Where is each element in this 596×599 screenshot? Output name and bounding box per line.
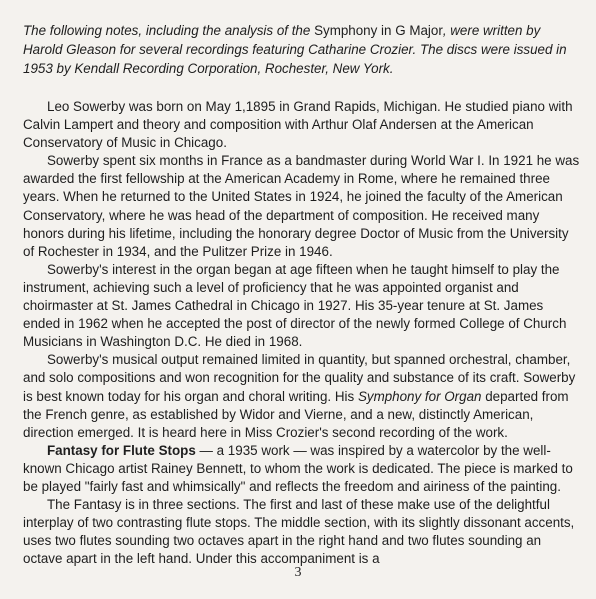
paragraph-fantasy — [23, 442, 583, 496]
symphony-for-organ-title: Symphony for Organ — [357, 388, 482, 404]
paragraph-organ-interest: Sowerby's interest in the organ began at age fifteen when he taught himself to play the instrument, achieving such a level of proficiency that he was appointed organist and choirmaster at St. James Cathedral in Chicago in 1927. His 35-year tenure at St. James ended in 1962 when he accepted the post of director of the newly formed College of Church Musicians in Washington D.C. He died in 1968. — [23, 261, 567, 350]
fantasy-title: Fantasy for Flute Stops — [47, 442, 196, 458]
paragraph-birth: Leo Sowerby was born on May 1,1895 in Grand Rapids, Michigan. He studied piano with Calvin Lampert and theory and composition with Arthur Olaf Andersen at the American Conservatory of Music in Chicago. — [23, 99, 573, 151]
paragraph-fantasy-sections: The Fantasy is in three sections. The first and last of these make use of the delightful interplay of two contrasting flute stops. The middle section, with its slightly dissonant accents, uses two flutes sounding two octaves apart in the right hand and two flutes sounding an octave apart in the left hand. Under this accompaniment is a — [23, 497, 575, 567]
fantasy-text: — a 1935 work — was inspired by a watercolor by the well-known Chicago artist Rainey Bennett, to whom the work is dedicated. The piece is marked to be played "fairly fast and whimsically" and reflects the freedom and airiness of the painting. — [23, 442, 573, 494]
intro-symphony-title: Symphony in G Major — [314, 23, 443, 38]
intro-text-2: , were written by Harold Gleason for several recordings featuring Catharine Crozier. The discs were issued in 1953 by Kendall Recording Corporation, Rochester, New York. — [23, 23, 567, 76]
intro-note — [23, 21, 583, 78]
intro-text-1: The following notes, including the analysis of the — [23, 23, 315, 38]
output-text-2: departed from the French genre, as established by Widor and Vierne, and a new, distinctly American, direction emerged. It is heard here in Miss Crozier's second recording of the work. — [23, 388, 569, 440]
output-text-1: Sowerby's musical output remained limited in quantity, but spanned orchestral, chamber, and solo compositions and won recognition for the quality and substance of its craft. Sowerby is best known today for his organ and choral writing. His — [23, 352, 576, 404]
article-body — [23, 98, 583, 568]
paragraph-output — [23, 351, 583, 441]
page-number: 3 — [294, 565, 302, 580]
paragraph-career: Sowerby spent six months in France as a bandmaster during World War I. In 1921 he was awarded the first fellowship at the American Academy in Rome, where he remained three years. When he returned to the United States in 1924, he joined the faculty of the American Conservatory, where he was head of the department of composition. He received many honors during his lifetime, including the honorary degree Doctor of Music from the University of Rochester in 1934, and the Pulitzer Prize in 1946. — [23, 153, 580, 259]
